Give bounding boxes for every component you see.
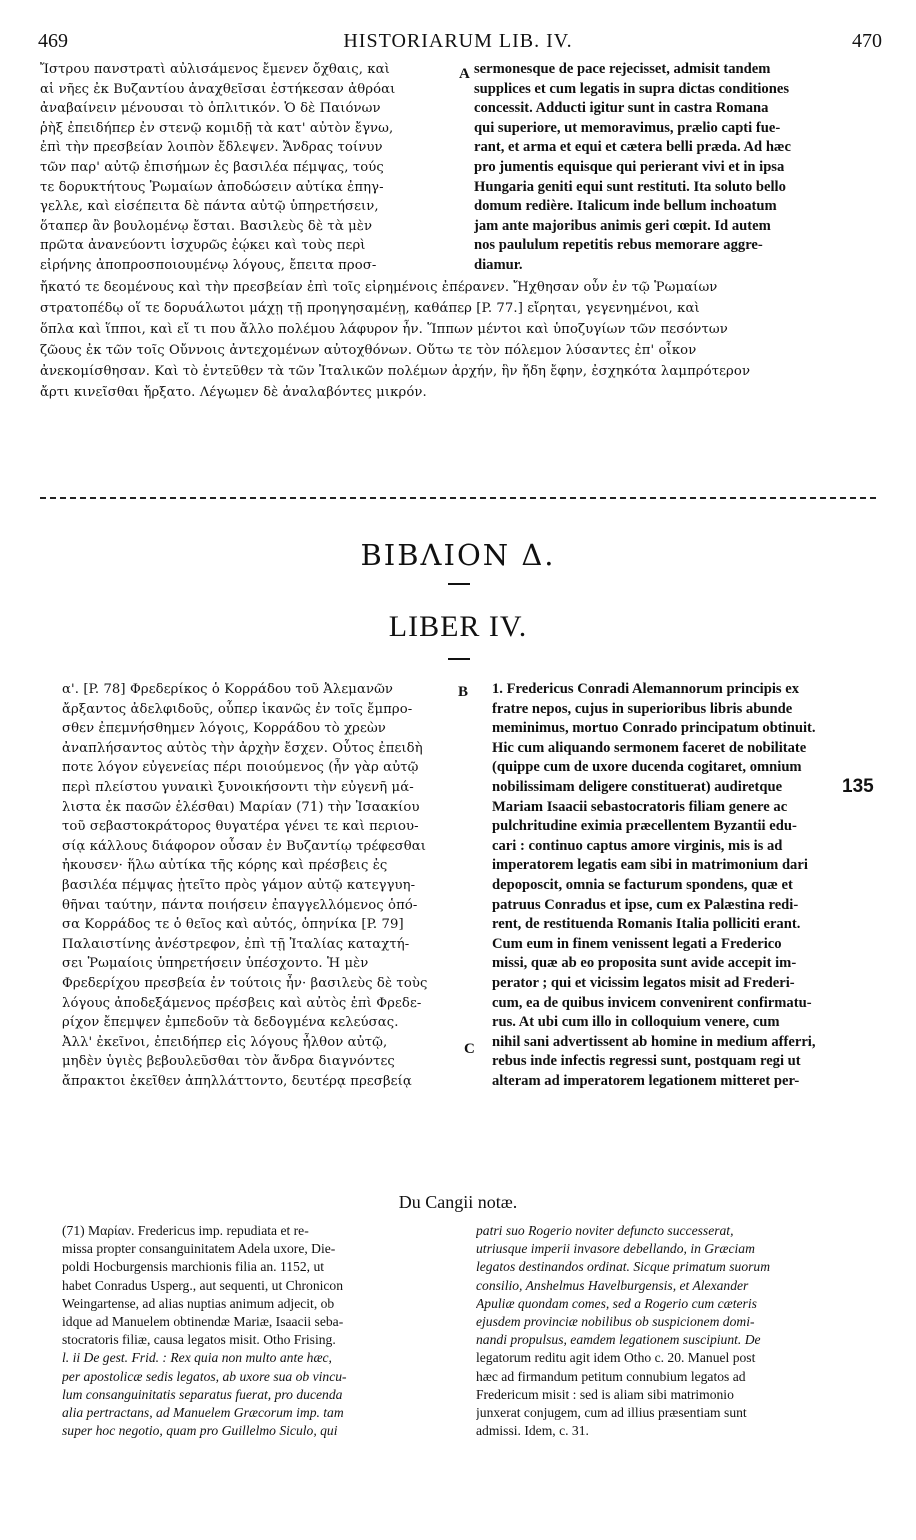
greek-line: ζῶους ἐκ τῶν τοῖς Οὔννοις ἀντεχομένων αὐτοχθόνων. Οὕτω τε τὸν πόλεμον λύσαντες ἐπ' οἶκον	[40, 343, 697, 358]
note-line: lum consanguinitatis separatus fuerat, pro ducenda	[62, 1386, 343, 1402]
latin-line: cari : continuo captus amore virginis, mis is ad	[492, 837, 783, 854]
margin-marker-a: A	[459, 66, 470, 82]
note-line: (71) Μαρίαν. Fredericus imp. repudiata et re-	[62, 1223, 309, 1238]
greek-line: ῥὴξ ἐπειδήπερ ἐν στενῷ κομιδῇ τὰ κατ' αὐτὸν ἔγνω,	[40, 120, 394, 136]
running-header	[30, 30, 886, 60]
greek-line: περὶ πλείστου γυναικὶ ξυνοικήσοντι τὴν εὐγενῆ μά-	[62, 779, 414, 795]
greek-line: στρατοπέδῳ οἵ τε δορυάλωτοι μάχῃ τῇ προηγησαμένῃ, καθάπερ [P. 77.] εἴρηται, γεγενημένοι, καὶ	[40, 301, 700, 316]
greek-line: σθεν ἐπεμνήσθημεν λόγοις, Κορράδου τὸ χρεὼν	[62, 721, 386, 737]
latin-line: pro jumentis equisque qui perierant vivi et in ipsa	[474, 158, 785, 175]
greek-line: ἐπὶ τὴν πρεσβείαν λοιπὸν ἔδλεψεν. Ἄνδρας τοίνυν	[40, 140, 383, 156]
note-line: patri suo Rogerio noviter defuncto successerat,	[476, 1223, 734, 1238]
book-title-latin: LIBER IV.	[388, 610, 528, 643]
latin-line: fratre nepos, cujus in superioribus libris abunde	[492, 700, 793, 717]
note-line: super hoc negotio, quam pro Guillelmo Siculo, qui	[62, 1423, 338, 1439]
note-line: hæc ad firmandum petitum connubium legatos ad	[476, 1368, 746, 1384]
top-full-width-greek	[40, 277, 880, 403]
greek-line: ἠκουσεν· ἥλω αὐτίκα τῆς κόρης καὶ πρέσβεις ἐς	[62, 858, 388, 874]
note-line: ejusdem provinciæ nobilibus ob suspicionem domi-	[476, 1314, 755, 1330]
greek-line: τε δορυκτήτους Ῥωμαίων ἀποδώσειν αὐτίκα ἐπηγ-	[40, 179, 384, 195]
latin-line: perator ; qui et vicissim legatos misit ad Frederi-	[492, 974, 795, 991]
note-line: idque ad Manuelem obtinendæ Mariæ, Isaacii seba-	[62, 1314, 344, 1330]
greek-line: ὅπλα καὶ ἵπποι, καὶ εἴ τι που ἄλλο πολέμου λάφυρον ἦν. Ἵππων μέντοι καὶ ὑποζυγίων τῶν πεσόντων	[40, 322, 728, 337]
note-line: per apostolicæ sedis legatos, ab uxore sua ob vincu-	[62, 1368, 347, 1384]
notes-right-column	[476, 1222, 880, 1440]
greek-line: θῆναι ταύτην, πάντα ποιήσειν ἐπαγγελλόμενος ὁπό-	[62, 897, 418, 913]
greek-line: αἱ νῆες ἐκ Βυζαντίου ἀναχθεῖσαι ἐστήκεσαν ἀθρόαι	[40, 81, 396, 97]
notes-heading: Du Cangii notæ.	[398, 1192, 518, 1212]
note-line: stocratoris filiæ, causa legatos misit. Otho Frising.	[62, 1332, 336, 1348]
greek-line: Ἴστρου πανστρατὶ αὐλισάμενος ἔμενεν ὄχθαις, καὶ	[40, 62, 390, 77]
latin-line: meminimus, mortuo Conrado principatum obtinuit.	[492, 720, 816, 737]
greek-line: σα Κορράδος τε ὁ θεῖος καὶ αὐτός, ὁπηνίκα [P. 79]	[62, 917, 404, 933]
note-line: alia pertractans, ad Manuelem Græcorum imp. tam	[62, 1405, 344, 1421]
note-line: Weingartense, ad alias nuptias animum adjecit, ob	[62, 1295, 335, 1311]
latin-line: rant, et arma et equi et cætera belli præda. Ad hæc	[474, 139, 791, 156]
greek-line: τῶν παρ' αὐτῷ ἐπισήμων ἐς βασιλέα πέμψας, τούς	[40, 159, 384, 175]
greek-line: σει Ῥωμαίοις ὑπηρετήσειν ὑπέσχοντο. Ἡ μὲν	[62, 956, 369, 972]
latin-line: domum redière. Italicum inde bellum inchoatum	[474, 198, 777, 215]
notes-left-column	[62, 1222, 458, 1440]
note-line: legatorum reditu agit idem Otho c. 20. Manuel post	[476, 1350, 756, 1366]
latin-line: Mariam Isaacii sebastocratoris filiam genere ac	[492, 798, 788, 815]
greek-line: βασιλέα πέμψας ᾐτεῖτο πρὸς γάμον αὐτῷ κατεγγυη-	[62, 877, 416, 893]
top-greek-column	[40, 60, 458, 276]
greek-line: α'. [P. 78] Φρεδερίκος ὁ Κορράδου τοῦ Ἀλεμανῶν	[62, 682, 394, 697]
greek-line: Ἀλλ' ἐκεῖνοι, ἐπειδήπερ εἰς λόγους ἦλθον αὐτῷ,	[62, 1034, 388, 1050]
latin-line: Cum eum in finem venissent legati a Frederico	[492, 935, 782, 952]
latin-line: nobilissimam deligere constituerat) audiretque	[492, 778, 783, 795]
greek-line: Φρεδερίχου πρεσβεία ἐν τούτοις ἦν· βασιλεὺς δὲ τοὺς	[62, 975, 428, 991]
book-greek-column	[62, 680, 457, 1091]
note-line: Apuliæ quondam comes, sed a Rogerio cum cæteris	[476, 1295, 757, 1311]
note-line: legatos destinandos ordinat. Sicque primatum suorum	[476, 1259, 771, 1275]
note-line: poldi Hocburgensis marchionis filia an. 1152, ut	[62, 1259, 325, 1275]
latin-line: patruus Conradus et ipse, cum ex Palæstina redi-	[492, 896, 799, 913]
latin-line: pulchritudine eximia præcellentem Byzantii edu-	[492, 818, 797, 835]
greek-line: ἤκατό τε δεομένους καὶ τὴν πρεσβείαν ἐπὶ τοῖς εἰρημένοις ἐπέρανεν. Ἤχθησαν οὖν ἐν τῷ Ῥωμαίων	[40, 280, 718, 295]
top-latin-column	[474, 60, 886, 276]
note-line: habet Conradus Usperg., aut sequenti, ut Chronicon	[62, 1277, 344, 1293]
page-number-left: 469	[38, 30, 68, 52]
margin-marker-c: C	[464, 1041, 475, 1057]
note-line: l. ii De gest. Frid. : Rex quia non multo ante hæc,	[62, 1350, 332, 1366]
latin-line: qui superiore, ut memoravimus, prælio capti fue-	[474, 119, 781, 136]
greek-line: τοῦ σεβαστοκράτορος θυγατέρα γένει τε καὶ περιου-	[62, 819, 419, 835]
note-line: missa propter consanguinitatem Adela uxore, Die-	[62, 1241, 336, 1257]
latin-line: rent, de restituenda Romanis Italia polliciti erant.	[492, 916, 801, 933]
greek-line: γελλε, καὶ εἰσέπειτα δὲ πάντα αὐτῷ ὑπηρετήσειν,	[40, 199, 379, 215]
greek-line: ποτε λόγον εὐγενείας πέρι ποιούμενος (ἦν γὰρ αὐτῷ	[62, 760, 419, 776]
latin-line: missi, quæ ab eo proposita sunt avide accepit im-	[492, 955, 797, 972]
title-rule	[448, 583, 470, 585]
latin-line: concessit. Adducti igitur sunt in castra Romana	[474, 100, 769, 117]
latin-line: Hungaria geniti equi sunt restituti. Ita soluto bello	[474, 178, 786, 195]
margin-page-number: 135	[842, 776, 874, 797]
latin-line: sermonesque de pace rejecisset, admisit tandem	[474, 61, 771, 77]
note-line: nandi propulsus, eamdem legationem suscipiunt. De	[476, 1332, 761, 1348]
greek-line: μηδὲν ὑγιὲς βεβουλεῦσθαι τὸν ἄνδρα διαγνόντες	[62, 1054, 395, 1070]
book-title-greek: ΒΙΒΛΙΟΝ Δ.	[360, 538, 556, 572]
title-rule	[448, 658, 470, 660]
greek-line: εἰρήνης ἀποπροσποιουμένῳ λόγους, ἔπειτα προσ-	[40, 257, 377, 273]
greek-line: Παλαιστίνης ἀνέστρεφον, ἐπὶ τῇ Ἰταλίας καταχτή-	[62, 936, 410, 952]
greek-line: πρῶτα ἀνανεύοντι ἰσχυρῶς ἐῴκει καὶ τοὺς περὶ	[40, 238, 366, 254]
greek-line: ἀνεκομίσθησαν. Καὶ τὸ ἐντεῦθεν τὰ τῶν Ἰταλικῶν πολέμων ἀρχήν, ἣν ἤδη ἔφην, ἐσχηκότα λαμπρότερον	[40, 364, 751, 379]
margin-marker-b: B	[458, 684, 469, 700]
latin-line: supplices et cum legatis in supra dictas conditiones	[474, 80, 790, 97]
latin-line: nihil sani advertissent ab homine in medium afferri,	[492, 1033, 816, 1050]
latin-line: rus. At ubi cum illo in colloquium venere, cum	[492, 1014, 780, 1031]
greek-line: λιστα ἐκ πασῶν ἑλέσθαι) Μαρίαν (71) τὴν Ἰσαακίου	[62, 799, 420, 815]
note-line: junxerat conjugem, cum ad illius præsentiam sunt	[476, 1405, 747, 1421]
greek-line: λόγους ἀποδεξάμενος πρέσβεις καὶ αὐτὸς ἐπὶ Φρεδε-	[62, 995, 422, 1011]
greek-line: ἀναβαίνειν μένουσαι τὸ ὁπλιτικόν. Ὁ δὲ Παιόνων	[40, 101, 381, 117]
latin-line: (quippe cum de uxore ducenda cogitaret, omnium	[492, 759, 802, 776]
latin-line: diamur.	[474, 256, 523, 273]
latin-line: rebus inde infectis regressi sunt, postquam regi ut	[492, 1053, 801, 1070]
greek-line: σίᾳ κάλλους διάφορον οὖσαν ἐν Βυζαντίῳ τρέφεσθαι	[62, 838, 427, 854]
book-latin-column	[492, 680, 888, 1091]
latin-line: cum, ea de quibus invicem convenirent confirmatu-	[492, 994, 812, 1011]
section-divider	[40, 497, 876, 499]
latin-line: Hic cum aliquando sermonem faceret de nobilitate	[492, 739, 807, 756]
greek-line: ἄρτι κινεῖσθαι ἤρξατο. Λέγωμεν δὲ ἀναλαβόντες μικρόν.	[40, 385, 427, 400]
note-line: admissi. Idem, c. 31.	[476, 1423, 589, 1439]
latin-line: 1. Fredericus Conradi Alemannorum principis ex	[492, 681, 800, 697]
greek-line: ὅταπερ ἂν βουλομένῳ ἔσται. Βασιλεὺς δὲ τὰ μὲν	[40, 218, 373, 234]
greek-line: ἄπρακτοι ἐκεῖθεν ἀπηλλάττοντο, δευτέρᾳ πρεσβείᾳ	[62, 1073, 412, 1089]
latin-line: jam ante majoribus animis geri cœpit. Id autem	[474, 217, 771, 234]
greek-line: ἀναπλήσαντος αὐτὸς τὴν ἀρχὴν ἔσχεν. Οὗτος ἐπειδὴ	[62, 740, 423, 756]
latin-line: alteram ad imperatorem legationem mitteret per-	[492, 1072, 800, 1089]
latin-line: nos paululum repetitis rebus memorare aggre-	[474, 237, 763, 254]
latin-line: imperatorem legatis eam sibi in matrimonium dari	[492, 857, 808, 874]
note-line: Fredericum misit : sed is aliam sibi matrimonio	[476, 1386, 734, 1402]
note-line: utriusque imperii invasore debellando, in Græciam	[476, 1241, 755, 1257]
page-number-right: 470	[852, 30, 882, 52]
greek-line: ρίχον ἔπεμψεν ἐμπεδοῦν τὰ δεδογμένα κελεύσας.	[62, 1015, 399, 1031]
latin-line: depoposcit, omnia se facturum spondens, quæ et	[492, 876, 793, 893]
running-title: HISTORIARUM LIB. IV.	[343, 30, 573, 52]
note-line: consilio, Anshelmus Havelburgensis, et Alexander	[476, 1277, 749, 1293]
greek-line: ἄρξαντος ἀδελφιδοῦς, οὗπερ ἱκανῶς ἐν τοῖς ἔμπρο-	[62, 701, 413, 717]
